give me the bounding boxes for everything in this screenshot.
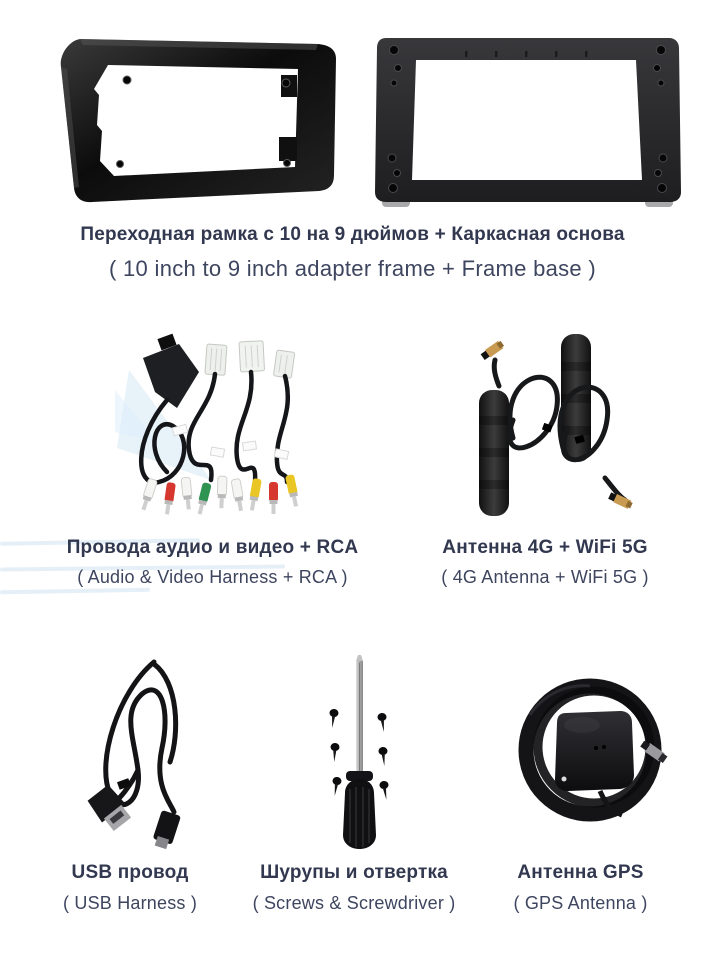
usb-label-en: ( USB Harness ): [62, 893, 198, 913]
adapter-frame-photo: [50, 33, 350, 205]
screw-hole: [117, 161, 124, 168]
cable-wrap: [143, 344, 199, 408]
screwdriver-tip: [356, 655, 363, 661]
puck-led: [562, 777, 567, 782]
frame-tab-bottom: [279, 137, 297, 161]
screw-hole: [284, 160, 291, 167]
frame-body: [61, 39, 336, 202]
av-harness-photo: [115, 330, 325, 525]
antenna-label-ru: Антенна 4G + WiFi 5G: [442, 537, 648, 558]
usb-cable-photo: [58, 652, 223, 852]
frames-title-ru: Переходная рамка с 10 на 9 дюймов + Каркасная основа: [80, 224, 625, 245]
screw-holes: [388, 46, 667, 193]
puck-sheen: [564, 717, 600, 733]
puck-dot: [602, 745, 606, 749]
screws-label-en: ( Screws & Screwdriver ): [252, 893, 456, 913]
antenna-4g-photo: [455, 328, 665, 524]
harness-label-en: ( Audio & Video Harness + RCA ): [77, 567, 348, 587]
watermark-stripe: [0, 588, 150, 595]
antenna-label-en: ( 4G Antenna + WiFi 5G ): [441, 567, 649, 587]
screwdriver-screws-photo: [288, 655, 433, 850]
sma-connector-top: [480, 340, 505, 361]
gps-label-ru: Антенна GPS: [517, 862, 644, 883]
gps-label-en: ( GPS Antenna ): [513, 893, 648, 913]
harness-label-ru: Провода аудио и видео + RCA: [66, 537, 359, 558]
puck-dot: [594, 746, 598, 750]
frame-base-body: [375, 38, 681, 202]
antenna-cables: [494, 360, 625, 500]
screwdriver-handle: [343, 779, 376, 849]
frames-title-en: ( 10 inch to 9 inch adapter frame + Frame base ): [108, 256, 597, 281]
secondary-connector: [151, 810, 181, 850]
usb-cable: [106, 662, 176, 812]
screw-hole: [282, 79, 290, 87]
frame-base-photo: [370, 30, 685, 210]
screws-label-ru: Шурупы и отвертка: [260, 862, 448, 883]
gps-antenna-photo: [500, 655, 685, 845]
screw-hole: [123, 76, 131, 84]
usb-label-ru: USB провод: [71, 862, 189, 883]
